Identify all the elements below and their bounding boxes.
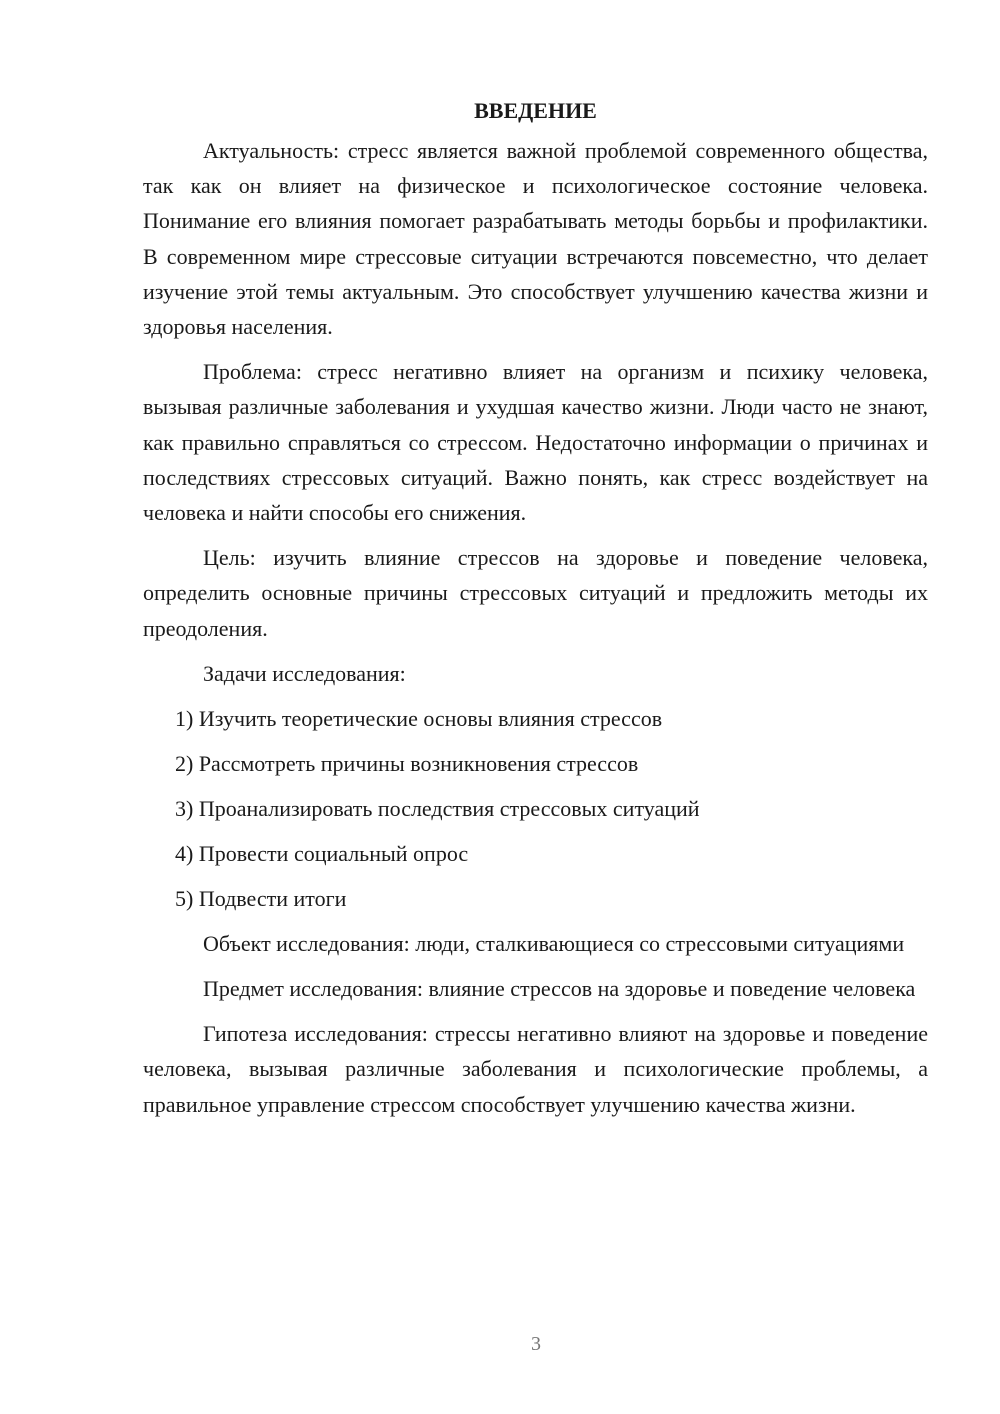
tasks-list	[143, 701, 928, 916]
object-paragraph: Объект исследования: люди, сталкивающиеся со стрессовыми ситуациями	[203, 930, 905, 956]
subject-paragraph: Предмет исследования: влияние стрессов на здоровье и поведение человека	[203, 976, 916, 1002]
page-title: ВВЕДЕНИЕ	[474, 98, 597, 123]
problem-paragraph: Проблема: стресс негативно влияет на организм и психику человека, вызывая различные заболевания и ухудшая качество жизни. Люди часто не знают, как правильно справляться со стрессом. Недостаточно информации о причинах и последствиях стрессовых ситуаций. Важно понять, как стресс воздействует на человека и найти способы его снижения.	[143, 359, 928, 526]
page-content	[143, 93, 928, 1132]
task-item: 3) Проанализировать последствия стрессовых ситуаций	[175, 795, 700, 821]
hypothesis-paragraph: Гипотеза исследования: стрессы негативно влияют на здоровье и поведение человека, вызывая различные заболевания и психологические проблемы, а правильное управление стрессом способствует улучшению качества жизни.	[143, 1021, 928, 1117]
task-item: 2) Рассмотреть причины возникновения стрессов	[175, 750, 639, 776]
task-item: 5) Подвести итоги	[175, 885, 347, 911]
relevance-paragraph: Актуальность: стресс является важной проблемой современного общества, так как он влияет на физическое и психологическое состояние человека. Понимание его влияния помогает разрабатывать методы борьбы и профилактики. В современном мире стрессовые ситуации встречаются повсеместно, что делает изучение этой темы актуальным. Это способствует улучшению качества жизни и здоровья населения.	[143, 138, 928, 340]
tasks-heading: Задачи исследования:	[203, 660, 406, 686]
goal-paragraph: Цель: изучить влияние стрессов на здоровье и поведение человека, определить основные причины стрессовых ситуаций и предложить методы их преодоления.	[143, 545, 928, 641]
task-item: 1) Изучить теоретические основы влияния стрессов	[175, 705, 663, 731]
task-item: 4) Провести социальный опрос	[175, 840, 469, 866]
page-number: 3	[531, 1333, 541, 1355]
